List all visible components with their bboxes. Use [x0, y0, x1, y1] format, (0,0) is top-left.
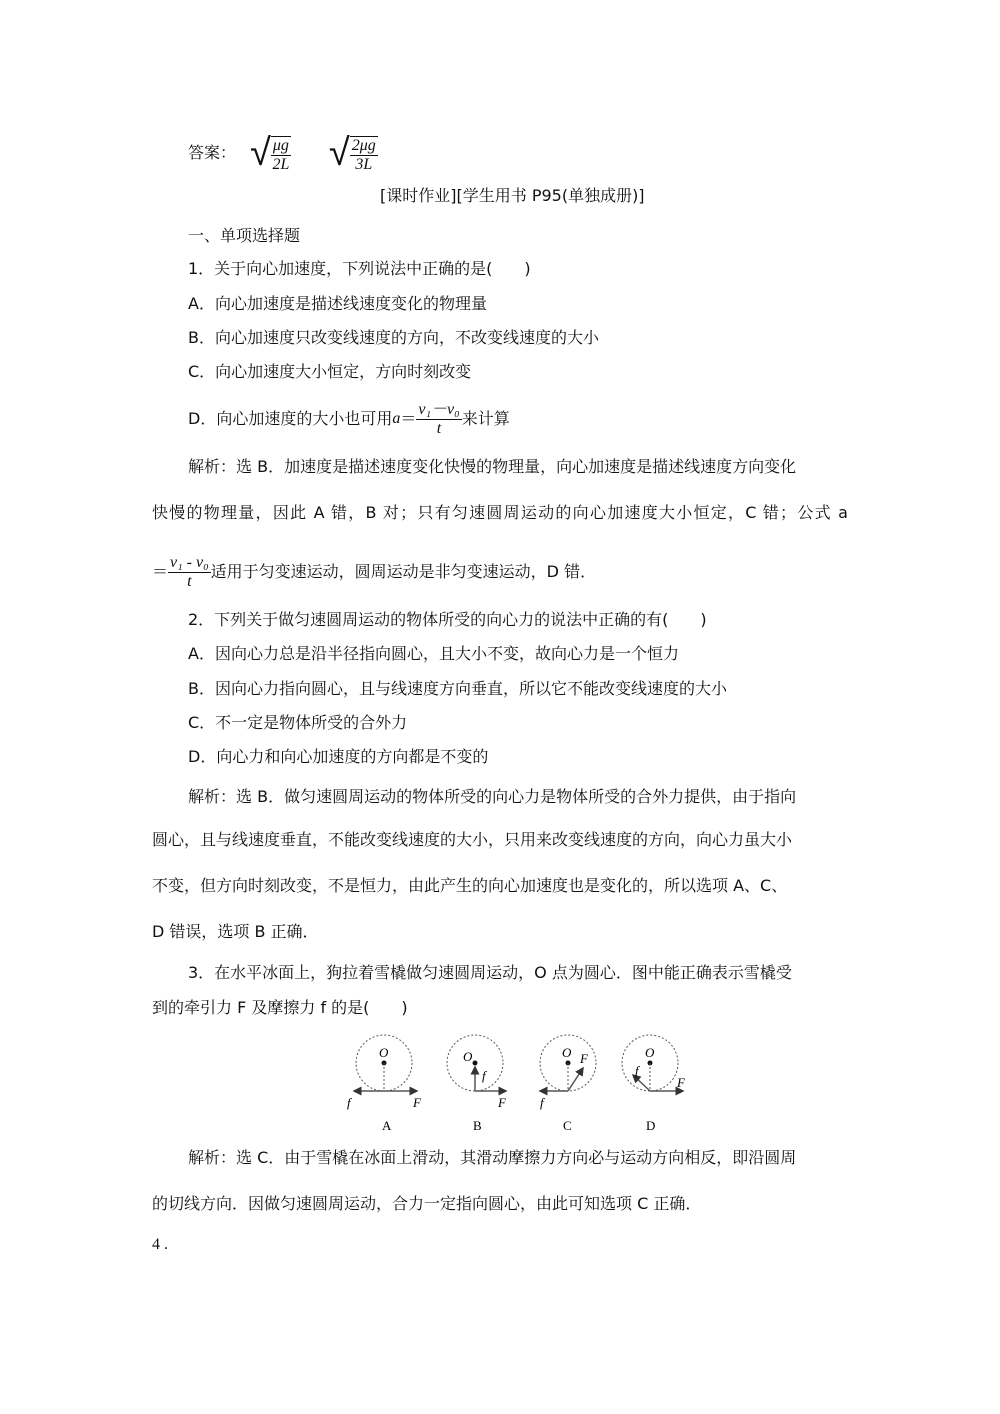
svg-text:f: f: [540, 1095, 544, 1110]
svg-text:O: O: [562, 1045, 572, 1060]
q3-analysis-line-2: 的切线方向．因做匀速圆周运动，合力一定指向圆心，由此可知选项 C 正确．: [152, 1194, 702, 1213]
q1-analysis-line-2: 快慢的物理量，因此 A 错，B 对；只有匀速圆周运动的向心加速度大小恒定，C 错；公式 a: [152, 503, 848, 522]
q2-analysis-line-1: 解析：选 B．做匀速圆周运动的物体所受的向心力是物体所受的合外力提供，由于指向: [188, 787, 797, 806]
q1-analysis-fraction: $\frac{\text{v₁ - v₀}}{t}$: [170, 553, 209, 590]
svg-text:B: B: [473, 1118, 482, 1133]
svg-text:C: C: [563, 1118, 572, 1133]
q3-analysis-line-1: 解析：选 C．由于雪橇在冰面上滑动，其滑动摩擦力方向必与运动方向相反，即沿圆周: [188, 1148, 797, 1167]
figure-option-a: [347, 1035, 422, 1133]
section-title: 一、单项选择题: [188, 226, 301, 245]
q1-analysis-line-3: ＝ $\frac{\text{v₁ - v₀}}{t}$ 适用于匀变速运动，圆周运动是非匀变速运动，D 错．: [152, 553, 597, 590]
page-header: [课时作业][学生用书 P95(单独成册)]: [380, 186, 645, 205]
q1-analysis-line-1: 解析：选 B．加速度是描述速度变化快慢的物理量，向心加速度是描述线速度方向变化: [188, 457, 797, 476]
answer-label: 答案：: [188, 143, 237, 162]
svg-text:D: D: [646, 1118, 656, 1133]
svg-text:F: F: [677, 1075, 685, 1090]
q3-stem-line-2: 到的牵引力 F 及摩擦力 f 的是( ): [152, 998, 408, 1017]
q2-option-a: A．因向心力总是沿半径指向圆心，且大小不变，故向心力是一个恒力: [188, 644, 679, 663]
answer-sqrt-2: √ $\frac{2\mu g}{3L}$: [328, 130, 376, 174]
svg-text:A: A: [382, 1118, 392, 1133]
q2-stem: 2．下列关于做匀速圆周运动的物体所受的向心力的说法中正确的有( ): [188, 610, 707, 629]
answer-sqrt-1: √ $\frac{\mu g}{2L}$: [250, 130, 290, 174]
q2-option-c: C．不一定是物体所受的合外力: [188, 713, 408, 732]
figure-option-b: [447, 1035, 507, 1133]
q1-stem: 1．关于向心加速度，下列说法中正确的是( ): [188, 259, 531, 278]
q2-option-b: B．因向心力指向圆心，且与线速度方向垂直，所以它不能改变线速度的大小: [188, 679, 727, 698]
svg-text:F: F: [498, 1095, 506, 1110]
q4-stem: 4 .: [152, 1236, 168, 1253]
svg-text:F: F: [413, 1095, 421, 1110]
svg-text:f: f: [482, 1068, 486, 1083]
svg-text:O: O: [463, 1049, 473, 1064]
q1-d-fraction: $\frac{\text{v₁－v₀}}{t}$: [418, 400, 460, 437]
svg-text:f: f: [347, 1095, 351, 1110]
q3-figure: [340, 1030, 700, 1140]
q1-option-d: D．向心加速度的大小也可用 a ＝ $\frac{\text{v₁－v₀}}{t}$ 来计算: [188, 400, 510, 437]
q1-option-a: A．向心加速度是描述线速度变化的物理量: [188, 294, 487, 313]
q1-option-b: B．向心加速度只改变线速度的方向，不改变线速度的大小: [188, 328, 599, 347]
svg-text:O: O: [645, 1045, 655, 1060]
svg-text:F: F: [580, 1051, 588, 1066]
q2-analysis-line-4: D 错误，选项 B 正确．: [152, 922, 319, 941]
q2-option-d: D．向心力和向心加速度的方向都是不变的: [188, 747, 489, 766]
answer-line: [188, 128, 416, 178]
svg-text:f: f: [635, 1063, 639, 1078]
figure-option-d: [622, 1035, 686, 1133]
figure-option-c: [540, 1035, 596, 1133]
q1-option-c: C．向心加速度大小恒定，方向时刻改变: [188, 362, 472, 381]
q2-analysis-line-3: 不变，但方向时刻改变，不是恒力，由此产生的向心加速度也是变化的，所以选项 A、C、: [152, 876, 788, 895]
q3-stem-line-1: 3．在水平冰面上，狗拉着雪橇做匀速圆周运动，O 点为圆心．图中能正确表示雪橇受: [188, 963, 792, 982]
svg-text:O: O: [379, 1045, 389, 1060]
q2-analysis-line-2: 圆心，且与线速度垂直，不能改变线速度的大小，只用来改变线速度的方向，向心力虽大小: [152, 830, 793, 849]
